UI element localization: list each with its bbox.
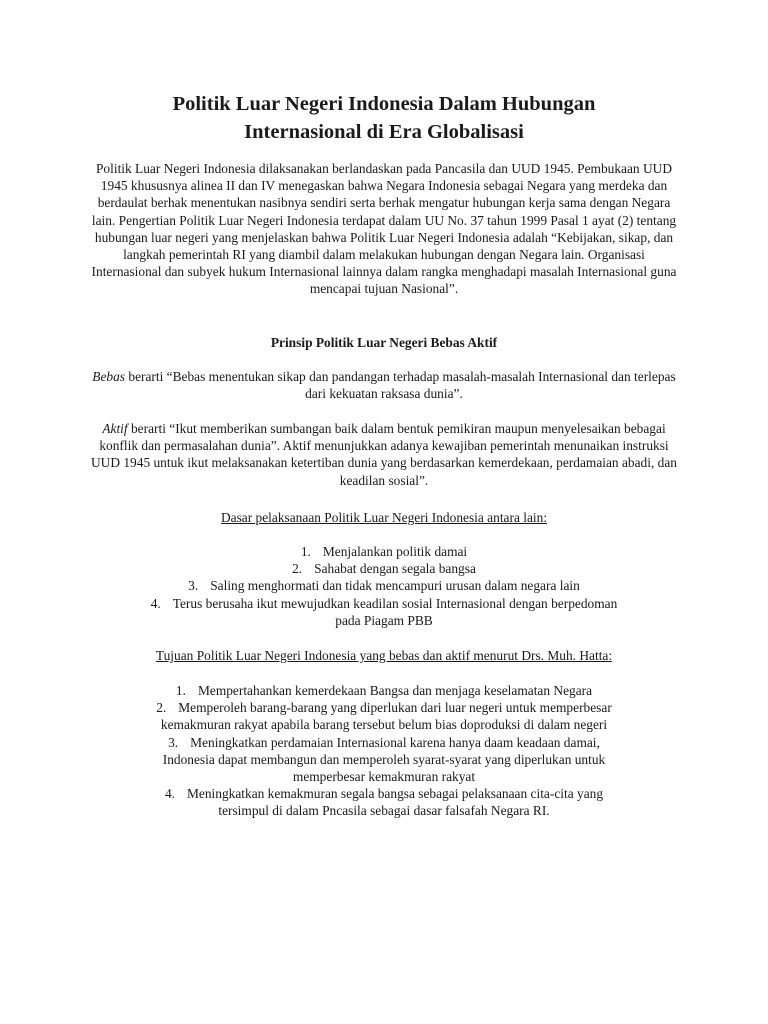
list-item: 1. Menjalankan politik damai (300, 544, 468, 559)
list-item: 4. Meningkatkan kemakmuran segala bangsa sebagai pelaksanaan cita-cita yang tersimpul di dalam Pncasila sebagai dasar falsafah Negara RI. (164, 786, 604, 819)
aktif-term: Aktif (102, 421, 128, 436)
section-heading: Prinsip Politik Luar Negeri Bebas Aktif (270, 335, 498, 350)
list-item: 4. Terus berusaha ikut mewujudkan keadilan sosial Internasional dengan berpedoman pada Piagam PBB (150, 595, 618, 628)
intro-paragraph: Politik Luar Negeri Indonesia dilaksanakan berlandaskan pada Pancasila dan UUD 1945. Pembukaan UUD 1945 khususnya alinea II dan IV menegaskan bahwa Negara Indonesia sebagai Negara yang merdeka dan berdaulat berhak menentukan nasibnya sendiri serta berhak mengatur hubungan kerja sama dengan Negara lain. Pengertian Politik Luar Negeri Indonesia terdapat dalam UU No. 37 tahun 1999 Pasal 1 ayat (2) tentang hubungan luar negeri yang menjelaskan bahwa Politik Luar Negeri Indonesia adalah “Kebijakan, sikap, dan langkah pemerintah RI yang diambil dalam melakukan hubungan dengan Negara lain. Organisasi Internasional dan subyek hukum Internasional lainnya dalam rangka menghadapi masalah Internasional guna mencapai tujuan Nasional”. (91, 161, 677, 297)
aktif-paragraph (90, 420, 678, 489)
bebas-text: berarti “Bebas menentukan sikap dan pandangan terhadap masalah-masalah Internasional dan terlepas dari kekuatan raksasa dunia”. (125, 369, 676, 402)
title-line-1: Politik Luar Negeri Indonesia Dalam Hubungan (172, 93, 596, 115)
aktif-text: berarti “Ikut memberikan sumbangan baik dalam bentuk pemikiran maupun menyelesaikan bebagai konflik dan permasalahan dunia”. Aktif menunjukkan adanya kewajiban pemerintah menunaikan instruksi UUD 1945 untuk ikut melaksanakan ketertiban dunia yang berdasarkan kemerdekaan, perdamaian abadi, dan keadilan sosial”. (91, 421, 677, 488)
tujuan-list (150, 682, 618, 820)
list-item: 1. Mempertahankan kemerdekaan Bangsa dan menjaga keselamatan Negara (175, 683, 593, 698)
bebas-paragraph (90, 368, 678, 402)
list-item: 2. Sahabat dengan segala bangsa (292, 561, 476, 577)
list-item: 2. Memperoleh barang-barang yang diperlukan dari luar negeri untuk memperbesar kemakmuran rakyat apabila barang tersebut belum bias doproduksi di dalam negeri (156, 700, 612, 733)
list-item: 3. Meningkatkan perdamaian Internasional karena hanya daam keadaan damai, Indonesia dapat membangun dan memperoleh syarat-syarat yang diperlukan untuk memperbesar kemakmuran rakyat (162, 734, 606, 785)
tujuan-heading: Tujuan Politik Luar Negeri Indonesia yang bebas dan aktif menurut Drs. Muh. Hatta: (155, 648, 613, 663)
bebas-term: Bebas (92, 369, 126, 384)
page-title (100, 90, 668, 146)
list-item: 3. Saling menghormati dan tidak mencampuri urusan dalam negara lain (188, 578, 580, 594)
dasar-heading: Dasar pelaksanaan Politik Luar Negeri Indonesia antara lain: (220, 510, 548, 525)
dasar-list (150, 543, 618, 629)
title-line-2: Internasional di Era Globalisasi (244, 121, 524, 143)
